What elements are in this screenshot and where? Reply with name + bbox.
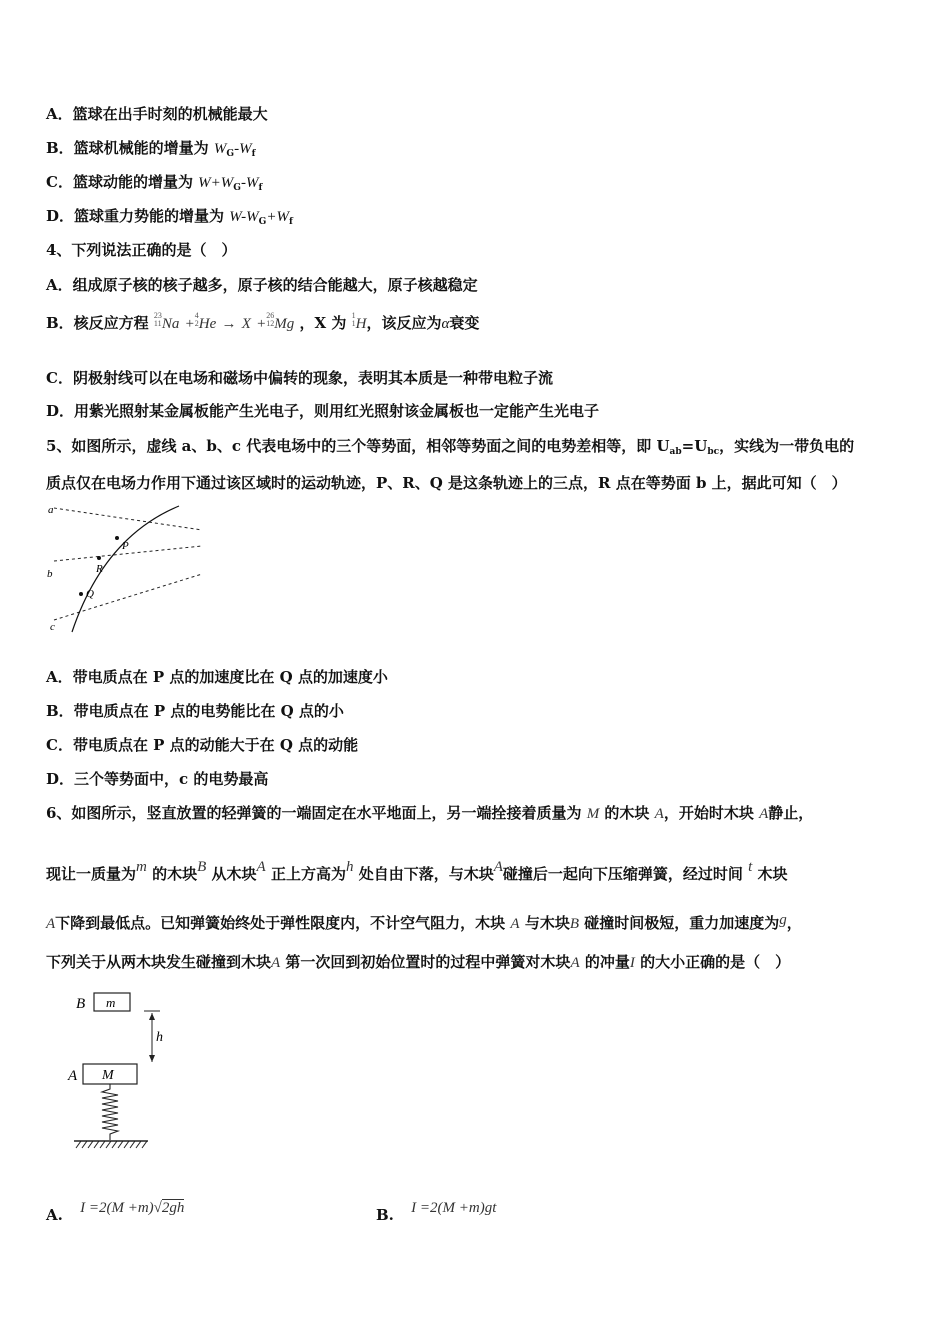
equipotential-a	[54, 508, 202, 530]
q5-stem-line2: 质点仅在电场力作用下通过该区域时的运动轨迹，P、R、Q 是这条轨迹上的三点，R 点在等势面 b 上，据此可知（ ）	[46, 474, 847, 492]
q4-option-d: D．用紫光照射某金属板能产生光电子，则用红光照射该金属板也一定能产生光电子	[46, 402, 600, 420]
q5-option-c: C．带电质点在 P 点的动能大于在 Q 点的动能	[46, 736, 359, 754]
label-b: b	[47, 568, 53, 580]
label-block-b: B	[76, 996, 86, 1012]
q6-stem-line3: A下降到最低点。已知弹簧始终处于弹性限度内，不计空气阻力，木块 A 与木块B 碰撞时间极短，重力加速度为g，	[46, 912, 802, 932]
q4-option-c: C．阴极射线可以在电场和磁场中偏转的现象，表明其本质是一种带电粒子流	[46, 369, 553, 387]
q5-potential-figure	[44, 502, 209, 637]
q3-option-b: B．篮球机械能的增量为 $W_G-W_f$	[46, 139, 256, 159]
label-r: R	[96, 563, 103, 575]
spring	[102, 1084, 118, 1140]
q4-option-a: A．组成原子核的核子越多，原子核的结合能越大，原子核越稳定	[46, 276, 478, 294]
q5-option-a: A．带电质点在 P 点的加速度比在 Q 点的加速度小	[46, 668, 388, 686]
q3-option-a: A．篮球在出手时刻的机械能最大	[46, 105, 268, 123]
q5-stem-line1: 5、如图所示，虚线 a、b、c 代表电场中的三个等势面，相邻等势面之间的电势差相等，即 $U_{ab}=U_{bc}$，实线为一带负电的	[46, 437, 855, 457]
height-arrow-bottom	[149, 1055, 155, 1062]
q6-stem-line1: 6、如图所示，竖直放置的轻弹簧的一端固定在水平地面上，另一端拴接着质量为 M 的木块 A，开始时木块 A静止，	[46, 804, 814, 822]
q4-stem: 4、下列说法正确的是（ ）	[46, 241, 237, 259]
label-c: c	[50, 621, 55, 633]
q5-option-b: B．带电质点在 P 点的电势能比在 Q 点的小	[46, 702, 344, 720]
q6-option-b: B. I =2(M +m)gt	[376, 1200, 497, 1224]
q5-option-d: D．三个等势面中，c 的电势最高	[46, 770, 269, 788]
point-p	[115, 536, 119, 540]
label-p: P	[122, 540, 129, 552]
q6-option-a: A. I =2(M +m)√2gh	[46, 1200, 185, 1224]
height-arrow-top	[149, 1013, 155, 1020]
point-r	[97, 556, 101, 560]
nuclear-equation: 23 11 Na + 4 2 He → X + 26 12 Mg	[153, 311, 295, 332]
label-q: Q	[86, 588, 94, 600]
ground-hatching	[76, 1141, 147, 1148]
q4-option-b: B．核反应方程 23 11 Na + 4 2 He → X + 26 12 Mg ，X 为 1 1 H，该反应为α衰变	[46, 311, 480, 332]
q6-spring-figure	[64, 988, 169, 1156]
label-height: h	[156, 1030, 163, 1045]
label-a: a	[48, 504, 54, 516]
equipotential-c	[54, 574, 202, 620]
label-block-a: A	[68, 1068, 78, 1084]
q3-option-c: C．篮球动能的增量为 $W+W_G-W_f$	[46, 173, 263, 193]
label-block-mass-m: M	[102, 1068, 114, 1083]
trajectory	[72, 506, 179, 632]
label-block-m: m	[106, 995, 116, 1010]
q6-stem-line4: 下列关于从两木块发生碰撞到木块A 第一次回到初始位置时的过程中弹簧对木块A 的冲量I 的大小正确的是（ ）	[46, 953, 791, 971]
q3-option-d: D．篮球重力势能的增量为 $W-W_G+W_f$	[46, 207, 293, 227]
point-q	[79, 592, 83, 596]
q6-stem-line2: 现让一质量为m 的木块B 从木块A 正上方高为h 处自由下落，与木块A碰撞后一起向下压缩弹簧，经过时间 t 木块	[46, 859, 788, 883]
